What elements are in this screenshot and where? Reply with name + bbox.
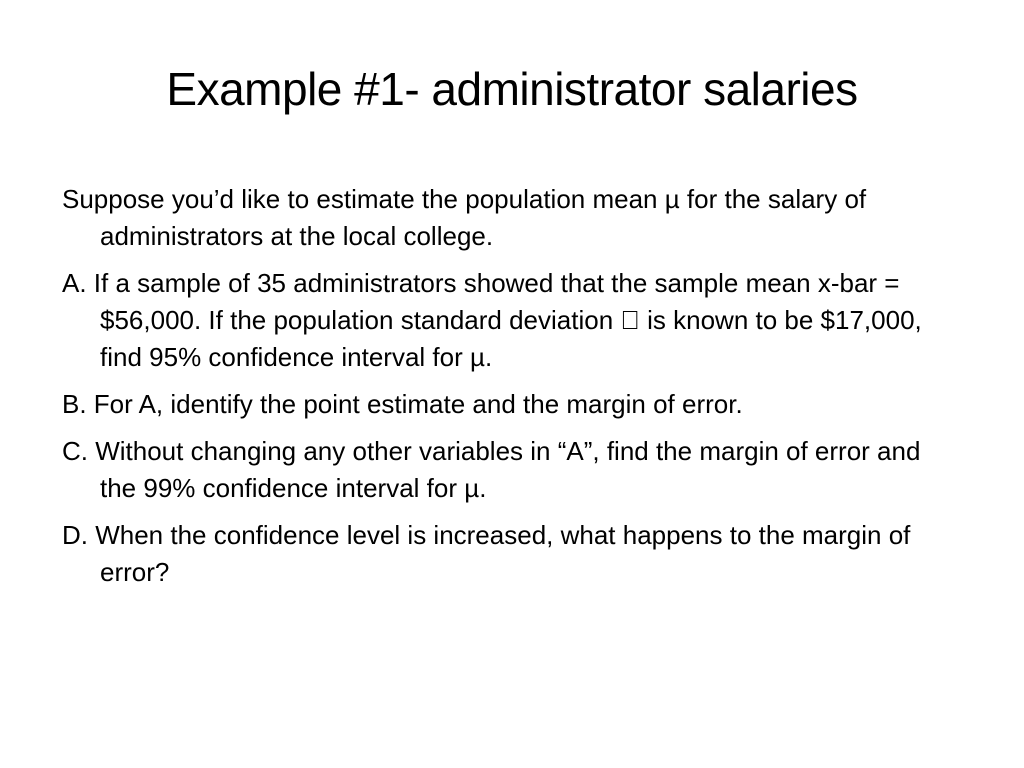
paragraph-question-b: B. For A, identify the point estimate and the margin of error. <box>62 389 743 419</box>
paragraph-question-d: D. When the confidence level is increased, what happens to the margin of error? <box>62 520 911 587</box>
paragraph-question-a: A. If a sample of 35 administrators showed that the sample mean x-bar = $56,000. If the population standard deviation is known to be $17,000, find 95% confidence interval for µ. <box>62 268 945 372</box>
paragraph-intro: Suppose you’d like to estimate the population mean µ for the salary of administrators at the local college. <box>62 184 867 251</box>
slide-body <box>62 181 962 601</box>
paragraph-question-c: C. Without changing any other variables in “A”, find the margin of error and the 99% confidence interval for µ. <box>62 436 921 503</box>
slide-title: Example #1- administrator salaries <box>166 63 858 115</box>
